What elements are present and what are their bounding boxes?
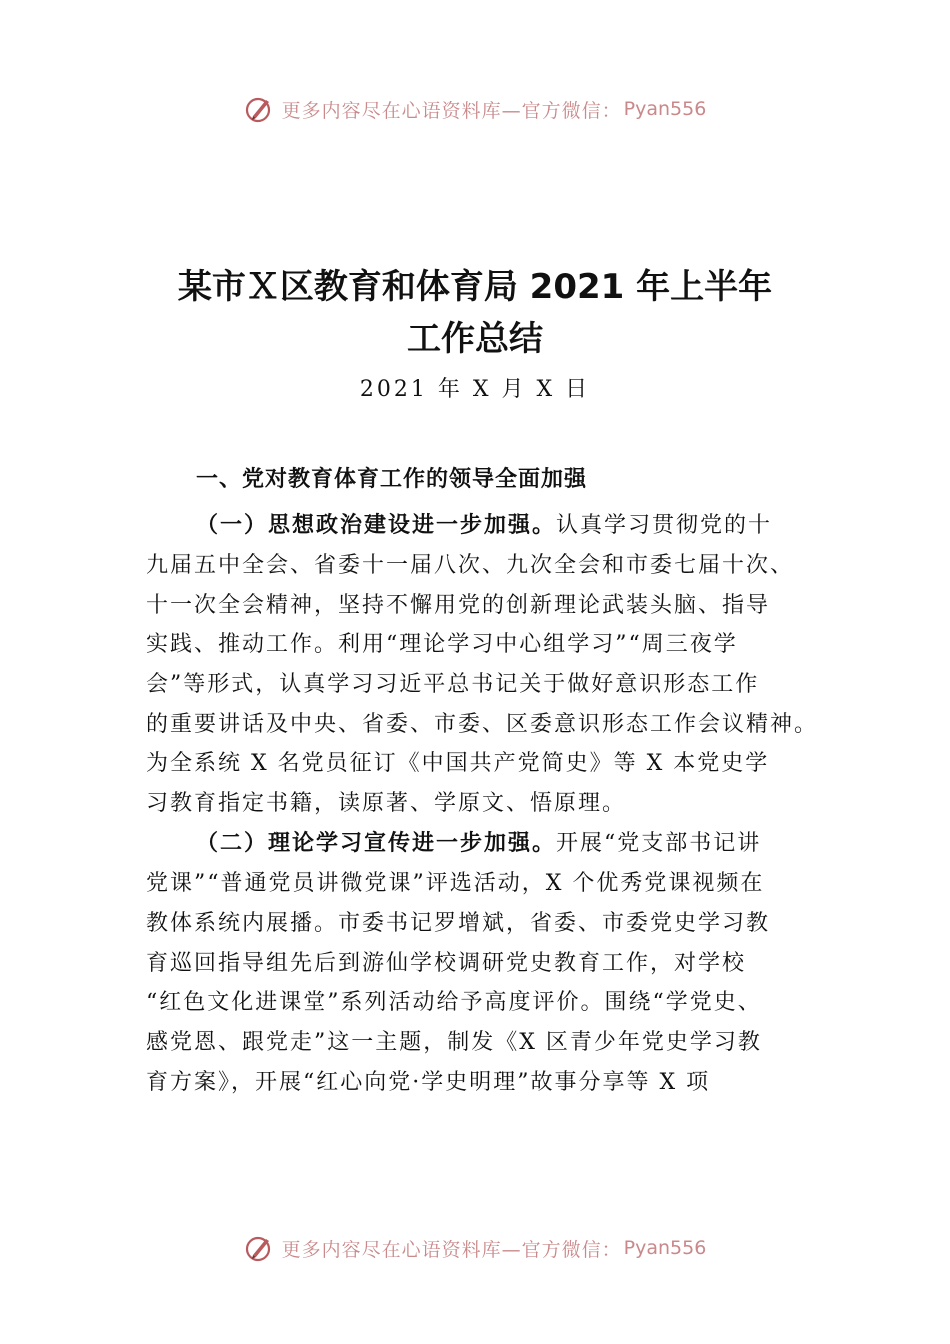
watermark-wechat-id: Pyan556 (623, 98, 707, 120)
paragraph-2-line-4: 育巡回指导组先后到游仙学校调研党史教育工作，对学校 (146, 951, 747, 976)
paragraph-2-line-1-text: 开展“党支部书记讲 (556, 831, 762, 856)
paragraph-2-line-1 (196, 826, 761, 857)
header-watermark (0, 94, 950, 124)
paragraph-2-line-6: 感党恩、跟党走”这一主题，制发《X 区青少年党史学习教 (146, 1030, 762, 1055)
paragraph-2-lead: （二）理论学习宣传进一步加强。 (196, 830, 557, 856)
paragraph-1-lead: （一）思想政治建设进一步加强。 (196, 512, 557, 538)
paragraph-1-line-1 (196, 508, 772, 539)
pen-circle-logo-icon (244, 94, 274, 124)
paragraph-1-line-1-text: 认真学习贯彻党的十 (556, 513, 773, 538)
paragraph-1-line-4: 实践、推动工作。利用“理论学习中心组学习”“周三夜学 (146, 632, 738, 657)
section-heading: 一、党对教育体育工作的领导全面加强 (196, 467, 588, 492)
watermark-text: 更多内容尽在心语资料库—官方微信： (281, 99, 622, 122)
paragraph-2-line-2: 党课”“普通党员讲微党课”评选活动，X 个优秀党课视频在 (146, 871, 765, 896)
paragraph-1-line-5: 会”等形式，认真学习习近平总书记关于做好意识形态工作 (146, 672, 760, 697)
paragraph-1-line-8: 习教育指定书籍，读原著、学原文、悟原理。 (146, 791, 627, 816)
document-title-line-1: 某市Ｘ区教育和体育局 2021 年上半年 (177, 267, 773, 307)
paragraph-1-line-3: 十一次全会精神，坚持不懈用党的创新理论武装头脑、指导 (146, 593, 771, 618)
watermark-text: 更多内容尽在心语资料库—官方微信： (281, 1238, 622, 1261)
document-title-line-2: 工作总结 (407, 319, 543, 359)
paragraph-2-line-7: 育方案》，开展“红心向党·学史明理”故事分享等 X 项 (146, 1070, 711, 1095)
pen-circle-logo-icon (244, 1233, 274, 1263)
document-date: 2021 年 X 月 X 日 (359, 377, 591, 402)
paragraph-1-line-6: 的重要讲话及中央、省委、市委、区委意识形态工作会议精神。 (146, 712, 819, 737)
paragraph-1-line-2: 九届五中全会、省委十一届八次、九次全会和市委七届十次、 (146, 553, 795, 578)
paragraph-1-line-7: 为全系统 X 名党员征订《中国共产党简史》等 X 本党史学 (146, 751, 770, 776)
footer-watermark (0, 1233, 950, 1263)
paragraph-2-line-3: 教体系统内展播。市委书记罗增斌，省委、市委党史学习教 (146, 911, 771, 936)
paragraph-2-line-5: “红色文化进课堂”系列活动给予高度评价。围绕“学党史、 (146, 990, 762, 1015)
watermark-wechat-id: Pyan556 (623, 1237, 707, 1259)
